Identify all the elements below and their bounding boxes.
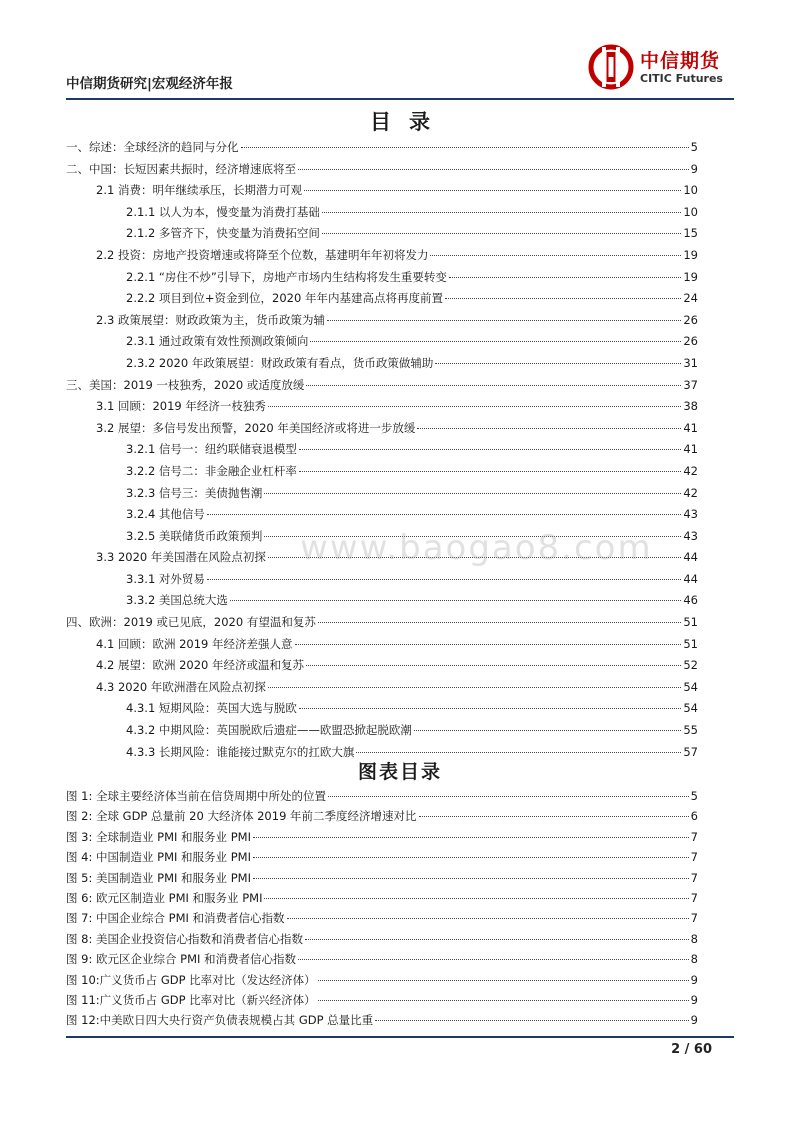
figure-list-title: 图表目录 <box>357 761 442 783</box>
toc-entry-label: 3.3.2 美国总统大选 <box>126 593 228 608</box>
toc-entry-page: 41 <box>683 442 698 457</box>
figure-entry[interactable] <box>66 870 698 890</box>
toc-entry-label: 2.1.1 以人为本，慢变量为消费打基础 <box>126 204 320 219</box>
toc-entry-label: 3.2 展望：多信号发出预警，2020 年美国经济或将进一步放缓 <box>96 420 416 435</box>
toc-entry-label: 2.3.2 2020 年政策展望：财政政策有看点，货币政策做辅助 <box>126 355 434 370</box>
dot-leader <box>310 341 681 342</box>
toc-entry[interactable] <box>66 225 698 247</box>
dot-leader <box>304 190 681 191</box>
dot-leader <box>417 428 681 429</box>
toc-entry-label: 3.2.4 其他信号 <box>126 507 205 522</box>
toc-entry-page: 9 <box>690 161 698 176</box>
figure-entry-label: 图 4: 中国制造业 PMI 和服务业 PMI <box>66 850 251 865</box>
figure-entry-label: 图 5: 美国制造业 PMI 和服务业 PMI <box>66 870 251 885</box>
dot-leader <box>268 687 681 688</box>
figure-entry-label: 图 1: 全球主要经济体当前在信贷周期中所处的位置 <box>66 789 326 803</box>
dot-leader <box>295 644 682 645</box>
page-header <box>66 40 734 98</box>
toc-entry-label: 3.2.2 信号二：非金融企业杠杆率 <box>126 463 297 478</box>
toc-entry[interactable] <box>66 571 698 593</box>
toc-title: 目录 <box>370 110 448 134</box>
dot-leader <box>241 147 689 148</box>
watermark: www.baogao8.com <box>300 528 653 568</box>
dot-leader <box>298 169 689 170</box>
dot-leader <box>253 857 689 858</box>
toc-entry-page: 51 <box>683 615 698 630</box>
figure-entry-page: 7 <box>690 911 698 926</box>
figure-entry-page: 5 <box>690 789 698 803</box>
toc-entry[interactable] <box>66 420 698 442</box>
logo-english-name: CITIC Futures <box>640 72 723 85</box>
figure-entry[interactable] <box>66 829 698 849</box>
dot-leader <box>264 493 681 494</box>
toc-entry-page: 24 <box>683 291 698 306</box>
toc-entry-page: 19 <box>683 247 698 262</box>
figure-entry-label: 图 8: 美国企业投资信心指数和消费者信心指数 <box>66 931 303 946</box>
toc-entry-page: 44 <box>683 550 698 565</box>
toc-entry[interactable] <box>66 700 698 722</box>
toc-entry-label: 2.2 投资：房地产投资增速或将降至个位数，基建明年年初将发力 <box>96 247 429 262</box>
figure-entry-page: 6 <box>690 809 698 824</box>
dot-leader <box>207 514 681 515</box>
toc-entry-label: 4.3.2 中期风险：英国脱欧后遗症——欧盟恐掀起脱欧潮 <box>126 723 412 738</box>
toc-entry[interactable] <box>66 441 698 463</box>
figure-entry-label: 图 11:广义货币占 GDP 比率对比（新兴经济体） <box>66 992 316 1007</box>
toc-entry[interactable] <box>66 592 698 614</box>
dot-leader <box>318 1000 689 1001</box>
dot-leader <box>419 816 689 817</box>
citic-futures-logo <box>588 40 734 92</box>
toc-entry[interactable] <box>66 506 698 528</box>
toc-entry[interactable] <box>66 722 698 744</box>
figure-entry[interactable] <box>66 931 698 951</box>
figure-entry-page: 8 <box>690 931 698 946</box>
toc-entry[interactable] <box>66 485 698 507</box>
dot-leader <box>375 1020 688 1021</box>
logo-chinese-name: 中信期货 <box>640 50 721 72</box>
toc-entry[interactable] <box>66 657 698 679</box>
figure-entry-page: 9 <box>690 972 698 987</box>
toc-entry-label: 4.3 2020 年欧洲潜在风险点初探 <box>96 679 266 694</box>
toc-entry[interactable] <box>66 247 698 269</box>
figure-entry-page: 9 <box>690 1013 698 1028</box>
toc-entry[interactable] <box>66 398 698 420</box>
toc-entry-page: 54 <box>683 701 698 716</box>
toc-entry-label: 3.2.1 信号一：纽约联储衰退模型 <box>126 442 297 457</box>
toc-entry[interactable] <box>66 312 698 334</box>
toc-entry-page: 44 <box>683 571 698 586</box>
page-number: 2 / 60 <box>671 1042 712 1057</box>
toc-entry-label: 3.3.1 对外贸易 <box>126 571 205 586</box>
toc-entry-page: 46 <box>683 593 698 608</box>
toc-entry-page: 42 <box>683 463 698 478</box>
toc-entry-page: 57 <box>683 744 698 759</box>
figure-entry-label: 图 6: 欧元区制造业 PMI 和服务业 PMI <box>66 890 263 905</box>
toc-entry-page: 26 <box>683 312 698 327</box>
toc-entry-page: 26 <box>683 334 698 349</box>
citic-emblem-icon <box>588 44 634 90</box>
toc-entry-page: 43 <box>683 528 698 543</box>
dot-leader <box>449 277 682 278</box>
toc-entry-page: 51 <box>683 636 698 651</box>
figure-entry[interactable] <box>66 788 698 808</box>
toc-entry-page: 38 <box>683 399 698 414</box>
toc-entry[interactable] <box>66 182 698 204</box>
dot-leader <box>306 665 681 666</box>
dot-leader <box>356 752 681 753</box>
figure-entry-page: 7 <box>690 870 698 885</box>
dot-leader <box>445 298 681 299</box>
toc-entry-label: 3.3 2020 年美国潜在风险点初探 <box>96 550 266 565</box>
toc-entry-label: 2.1.2 多管齐下，快变量为消费拓空间 <box>126 226 320 241</box>
dot-leader <box>322 212 681 213</box>
report-series-title: 中信期货研究|宏观经济年报 <box>66 76 233 92</box>
toc-entry-label: 4.2 展望：欧洲 2020 年经济或温和复苏 <box>96 658 305 673</box>
toc-entry-label: 4.1 回顾：欧洲 2019 年经济差强人意 <box>96 636 293 651</box>
dot-leader <box>299 471 681 472</box>
toc-entry-label: 四、欧洲：2019 或已见底，2020 有望温和复苏 <box>66 615 316 630</box>
toc-entry-page: 15 <box>683 226 698 241</box>
dot-leader <box>414 730 681 731</box>
toc-entry-label: 4.3.1 短期风险：英国大选与脱欧 <box>126 701 297 716</box>
toc-entry-label: 3.2.5 美联储货币政策预判 <box>126 528 263 543</box>
dot-leader <box>318 622 682 623</box>
toc-entry[interactable] <box>66 139 698 161</box>
figure-entry[interactable] <box>66 951 698 971</box>
toc-entry-label: 2.3 政策展望：财政政策为主，货币政策为辅 <box>96 312 325 327</box>
dot-leader <box>435 363 681 364</box>
dot-leader <box>253 837 689 838</box>
figure-entry-label: 图 10:广义货币占 GDP 比率对比（发达经济体） <box>66 972 316 987</box>
toc-entry-label: 3.2.3 信号三：美债抛售潮 <box>126 485 263 500</box>
toc-entry-page: 41 <box>683 420 698 435</box>
figure-entry[interactable] <box>66 890 698 910</box>
figure-entry[interactable] <box>66 849 698 869</box>
figure-entry-page: 7 <box>690 850 698 865</box>
figure-entry[interactable] <box>66 972 698 992</box>
dot-leader <box>430 255 681 256</box>
toc-entry-page: 19 <box>683 269 698 284</box>
toc-entry[interactable] <box>66 161 698 183</box>
toc-entry[interactable] <box>66 679 698 701</box>
dot-leader <box>268 406 681 407</box>
toc-entry-page: 52 <box>683 658 698 673</box>
dot-leader <box>230 600 681 601</box>
toc-entry[interactable] <box>66 269 698 291</box>
figure-entry[interactable] <box>66 808 698 828</box>
dot-leader <box>298 959 689 960</box>
figure-entry-label: 图 9: 欧元区企业综合 PMI 和消费者信心指数 <box>66 952 297 967</box>
toc-entry-label: 4.3.3 长期风险：谁能接过默克尔的扛欧大旗 <box>126 744 355 759</box>
figure-entry-label: 图 7: 中国企业综合 PMI 和消费者信心指数 <box>66 911 285 926</box>
dot-leader <box>306 385 681 386</box>
toc-entry-label: 二、中国：长短因素共振时，经济增速底将至 <box>66 161 296 176</box>
toc-entry-page: 10 <box>683 183 698 198</box>
dot-leader <box>253 878 689 879</box>
toc-entry-page: 10 <box>683 204 698 219</box>
toc-entry[interactable] <box>66 333 698 355</box>
dot-leader <box>299 449 681 450</box>
toc-entry-page: 31 <box>683 355 698 370</box>
dot-leader <box>322 233 681 234</box>
toc-entry-label: 三、美国：2019 一枝独秀，2020 或适度放缓 <box>66 377 305 392</box>
dot-leader <box>207 579 681 580</box>
header-divider <box>66 98 734 100</box>
toc-entry-page: 55 <box>683 723 698 738</box>
figure-entry-label: 图 3: 全球制造业 PMI 和服务业 PMI <box>66 829 251 844</box>
figure-entry[interactable] <box>66 992 698 1012</box>
toc-entry[interactable] <box>66 355 698 377</box>
toc-entry[interactable] <box>66 636 698 658</box>
toc-entry-label: 2.2.1 “房住不炒”引导下，房地产市场内生结构将发生重要转变 <box>126 269 447 284</box>
toc-entry[interactable] <box>66 377 698 399</box>
dot-leader <box>327 320 681 321</box>
figure-list <box>66 788 698 1033</box>
toc-entry-label: 2.3.1 通过政策有效性预测政策倾向 <box>126 334 309 349</box>
toc-entry-label: 2.1 消费：明年继续承压，长期潜力可观 <box>96 183 302 198</box>
toc-entry-page: 43 <box>683 507 698 522</box>
dot-leader <box>328 796 689 797</box>
figure-entry-page: 8 <box>690 952 698 967</box>
toc-entry-label: 2.2.2 项目到位+资金到位，2020 年年内基建高点将再度前置 <box>126 291 443 306</box>
toc-entry-page: 37 <box>683 377 698 392</box>
figure-entry-page: 7 <box>690 890 698 905</box>
toc-entry-page: 42 <box>683 485 698 500</box>
toc-entry-label: 一、综述：全球经济的趋同与分化 <box>66 140 239 154</box>
toc-entry[interactable] <box>66 204 698 226</box>
figure-entry[interactable] <box>66 910 698 930</box>
toc-entry[interactable] <box>66 463 698 485</box>
toc-entry-page: 5 <box>690 140 698 154</box>
toc-entry[interactable] <box>66 614 698 636</box>
toc-entry-page: 54 <box>683 679 698 694</box>
toc-entry[interactable] <box>66 290 698 312</box>
dot-leader <box>299 708 681 709</box>
figure-entry-label: 图 2: 全球 GDP 总量前 20 大经济体 2019 年前二季度经济增速对比 <box>66 809 417 824</box>
dot-leader <box>287 918 689 919</box>
toc-entry-label: 3.1 回顾：2019 年经济一枝独秀 <box>96 399 266 414</box>
table-of-contents <box>66 139 698 765</box>
figure-entry-page: 9 <box>690 992 698 1007</box>
figure-entry-label: 图 12:中美欧日四大央行资产负债表规模占其 GDP 总量比重 <box>66 1013 374 1028</box>
dot-leader <box>305 939 689 940</box>
dot-leader <box>264 898 688 899</box>
figure-entry-page: 7 <box>690 829 698 844</box>
footer-divider <box>66 1036 734 1038</box>
dot-leader <box>318 980 689 981</box>
figure-entry[interactable] <box>66 1012 698 1032</box>
